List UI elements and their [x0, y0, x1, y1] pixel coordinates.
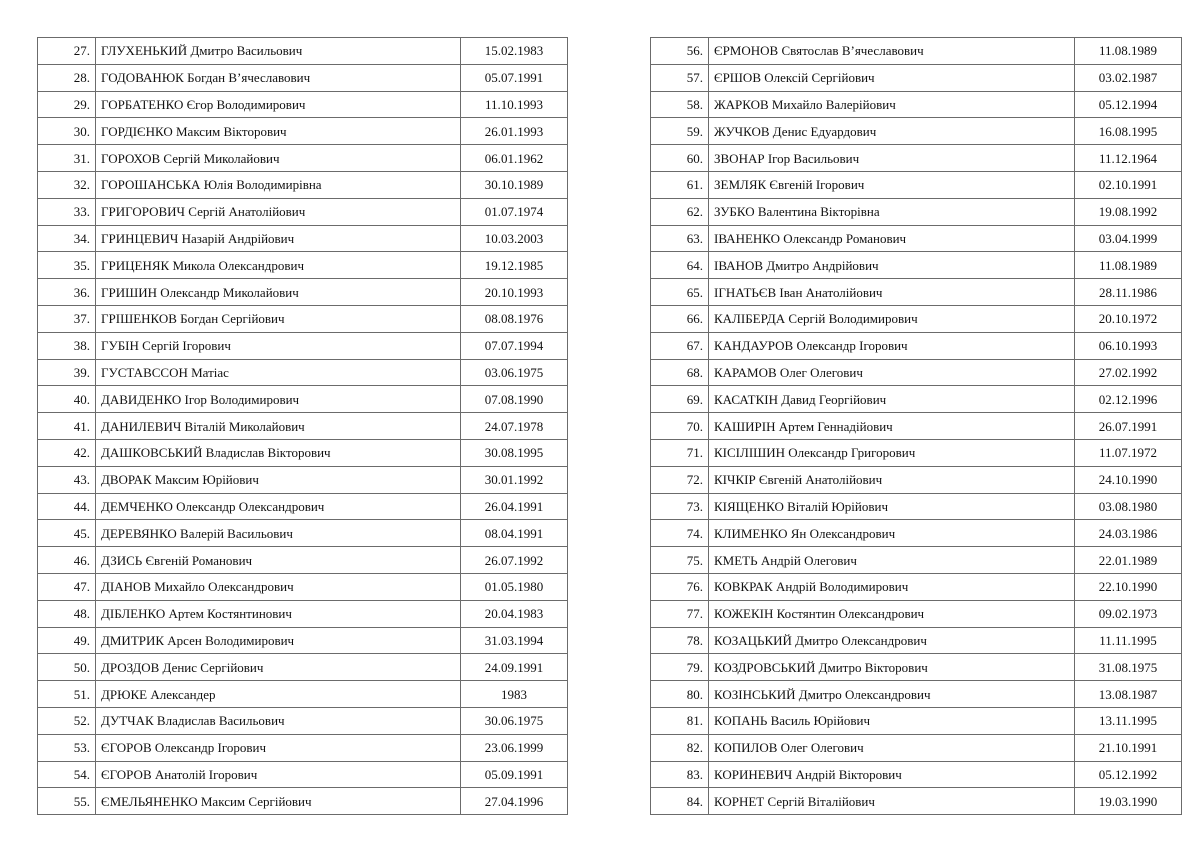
- table-row: [651, 91, 1182, 118]
- row-number: 55.: [38, 788, 96, 815]
- birth-date: 27.02.1992: [1075, 359, 1182, 386]
- table-row: [651, 466, 1182, 493]
- table-row: [651, 681, 1182, 708]
- table-row: [651, 707, 1182, 734]
- table-row: [651, 252, 1182, 279]
- person-name: ІВАНЕНКО Олександр Романович: [709, 225, 1075, 252]
- person-name: КАСАТКІН Давид Георгійович: [709, 386, 1075, 413]
- birth-date: 05.12.1992: [1075, 761, 1182, 788]
- person-name: ЄМЕЛЬЯНЕНКО Максим Сергійович: [96, 788, 461, 815]
- birth-date: 20.04.1983: [461, 600, 568, 627]
- birth-date: 02.10.1991: [1075, 171, 1182, 198]
- person-name: КАШИРІН Артем Геннадійович: [709, 413, 1075, 440]
- person-name: КОРНЕТ Сергій Віталійович: [709, 788, 1075, 815]
- row-number: 46.: [38, 547, 96, 574]
- table-row: [38, 600, 568, 627]
- table-row: [38, 38, 568, 65]
- person-name: ГОРОШАНСЬКА Юлія Володимирівна: [96, 171, 461, 198]
- birth-date: 13.11.1995: [1075, 707, 1182, 734]
- row-number: 54.: [38, 761, 96, 788]
- person-name: ДІБЛЕНКО Артем Костянтинович: [96, 600, 461, 627]
- table-row: [651, 547, 1182, 574]
- birth-date: 30.01.1992: [461, 466, 568, 493]
- birth-date: 02.12.1996: [1075, 386, 1182, 413]
- row-number: 81.: [651, 707, 709, 734]
- person-name: ЗЕМЛЯК Євгеній Ігорович: [709, 171, 1075, 198]
- roster-table-left-body: [38, 38, 568, 815]
- row-number: 74.: [651, 520, 709, 547]
- person-name: ГУСТАВССОН Матіас: [96, 359, 461, 386]
- birth-date: 30.10.1989: [461, 171, 568, 198]
- person-name: ДАНИЛЕВИЧ Віталій Миколайович: [96, 413, 461, 440]
- table-row: [651, 600, 1182, 627]
- person-name: КІЧКІР Євгеній Анатолійович: [709, 466, 1075, 493]
- table-row: [38, 466, 568, 493]
- row-number: 29.: [38, 91, 96, 118]
- row-number: 41.: [38, 413, 96, 440]
- table-row: [38, 386, 568, 413]
- birth-date: 26.01.1993: [461, 118, 568, 145]
- row-number: 79.: [651, 654, 709, 681]
- table-row: [38, 734, 568, 761]
- birth-date: 31.03.1994: [461, 627, 568, 654]
- table-row: [38, 493, 568, 520]
- person-name: КІСІЛІШИН Олександр Григорович: [709, 439, 1075, 466]
- row-number: 50.: [38, 654, 96, 681]
- row-number: 49.: [38, 627, 96, 654]
- table-row: [38, 252, 568, 279]
- person-name: ЄГОРОВ Анатолій Ігорович: [96, 761, 461, 788]
- birth-date: 24.03.1986: [1075, 520, 1182, 547]
- birth-date: 01.07.1974: [461, 198, 568, 225]
- table-row: [38, 707, 568, 734]
- person-name: КАЛІБЕРДА Сергій Володимирович: [709, 305, 1075, 332]
- birth-date: 10.03.2003: [461, 225, 568, 252]
- roster-table-right: [650, 37, 1182, 815]
- row-number: 43.: [38, 466, 96, 493]
- table-row: [38, 305, 568, 332]
- row-number: 59.: [651, 118, 709, 145]
- table-row: [38, 171, 568, 198]
- person-name: КЛИМЕНКО Ян Олександрович: [709, 520, 1075, 547]
- birth-date: 28.11.1986: [1075, 279, 1182, 306]
- table-row: [651, 305, 1182, 332]
- table-row: [38, 359, 568, 386]
- person-name: КОЗІНСЬКИЙ Дмитро Олександрович: [709, 681, 1075, 708]
- row-number: 61.: [651, 171, 709, 198]
- row-number: 77.: [651, 600, 709, 627]
- birth-date: 13.08.1987: [1075, 681, 1182, 708]
- birth-date: 27.04.1996: [461, 788, 568, 815]
- birth-date: 05.12.1994: [1075, 91, 1182, 118]
- row-number: 65.: [651, 279, 709, 306]
- row-number: 47.: [38, 573, 96, 600]
- row-number: 34.: [38, 225, 96, 252]
- person-name: КОЖЕКІН Костянтин Олександрович: [709, 600, 1075, 627]
- person-name: ГОРБАТЕНКО Єгор Володимирович: [96, 91, 461, 118]
- birth-date: 03.08.1980: [1075, 493, 1182, 520]
- person-name: ДАВИДЕНКО Ігор Володимирович: [96, 386, 461, 413]
- table-row: [651, 386, 1182, 413]
- row-number: 64.: [651, 252, 709, 279]
- person-name: ЗВОНАР Ігор Васильович: [709, 145, 1075, 172]
- birth-date: 30.06.1975: [461, 707, 568, 734]
- row-number: 73.: [651, 493, 709, 520]
- table-row: [651, 118, 1182, 145]
- birth-date: 24.07.1978: [461, 413, 568, 440]
- row-number: 82.: [651, 734, 709, 761]
- table-row: [38, 439, 568, 466]
- table-row: [651, 279, 1182, 306]
- table-row: [38, 279, 568, 306]
- row-number: 63.: [651, 225, 709, 252]
- table-row: [651, 788, 1182, 815]
- table-row: [38, 145, 568, 172]
- person-name: ЄРМОНОВ Святослав В’ячеславович: [709, 38, 1075, 65]
- row-number: 71.: [651, 439, 709, 466]
- person-name: ДЕМЧЕНКО Олександр Олександрович: [96, 493, 461, 520]
- birth-date: 11.10.1993: [461, 91, 568, 118]
- table-row: [651, 413, 1182, 440]
- birth-date: 08.08.1976: [461, 305, 568, 332]
- roster-table-left: [37, 37, 568, 815]
- person-name: ГРИШИН Олександр Миколайович: [96, 279, 461, 306]
- birth-date: 19.03.1990: [1075, 788, 1182, 815]
- person-name: ГРИГОРОВИЧ Сергій Анатолійович: [96, 198, 461, 225]
- table-row: [651, 198, 1182, 225]
- row-number: 53.: [38, 734, 96, 761]
- row-number: 27.: [38, 38, 96, 65]
- row-number: 66.: [651, 305, 709, 332]
- table-row: [38, 118, 568, 145]
- birth-date: 11.08.1989: [1075, 38, 1182, 65]
- person-name: ГОРОХОВ Сергій Миколайович: [96, 145, 461, 172]
- person-name: КОЗАЦЬКИЙ Дмитро Олександрович: [709, 627, 1075, 654]
- table-row: [38, 788, 568, 815]
- birth-date: 16.08.1995: [1075, 118, 1182, 145]
- person-name: ДВОРАК Максим Юрійович: [96, 466, 461, 493]
- birth-date: 08.04.1991: [461, 520, 568, 547]
- row-number: 80.: [651, 681, 709, 708]
- person-name: ДЗИСЬ Євгеній Романович: [96, 547, 461, 574]
- birth-date: 24.10.1990: [1075, 466, 1182, 493]
- row-number: 67.: [651, 332, 709, 359]
- row-number: 60.: [651, 145, 709, 172]
- row-number: 84.: [651, 788, 709, 815]
- birth-date: 22.10.1990: [1075, 573, 1182, 600]
- row-number: 35.: [38, 252, 96, 279]
- birth-date: 11.08.1989: [1075, 252, 1182, 279]
- birth-date: 03.04.1999: [1075, 225, 1182, 252]
- birth-date: 09.02.1973: [1075, 600, 1182, 627]
- row-number: 32.: [38, 171, 96, 198]
- birth-date: 11.07.1972: [1075, 439, 1182, 466]
- person-name: ГЛУХЕНЬКИЙ Дмитро Васильович: [96, 38, 461, 65]
- row-number: 40.: [38, 386, 96, 413]
- birth-date: 24.09.1991: [461, 654, 568, 681]
- table-row: [651, 734, 1182, 761]
- birth-date: 26.07.1991: [1075, 413, 1182, 440]
- person-name: ДРОЗДОВ Денис Сергійович: [96, 654, 461, 681]
- person-name: КОВКРАК Андрій Володимирович: [709, 573, 1075, 600]
- table-row: [38, 198, 568, 225]
- table-row: [651, 761, 1182, 788]
- row-number: 39.: [38, 359, 96, 386]
- person-name: ГУБІН Сергій Ігорович: [96, 332, 461, 359]
- person-name: ГРІШЕНКОВ Богдан Сергійович: [96, 305, 461, 332]
- person-name: ДЕРЕВЯНКО Валерій Васильович: [96, 520, 461, 547]
- birth-date: 20.10.1993: [461, 279, 568, 306]
- row-number: 83.: [651, 761, 709, 788]
- person-name: КОПАНЬ Василь Юрійович: [709, 707, 1075, 734]
- row-number: 58.: [651, 91, 709, 118]
- birth-date: 23.06.1999: [461, 734, 568, 761]
- table-row: [38, 547, 568, 574]
- person-name: ІГНАТЬЄВ Іван Анатолійович: [709, 279, 1075, 306]
- row-number: 52.: [38, 707, 96, 734]
- row-number: 70.: [651, 413, 709, 440]
- person-name: ЗУБКО Валентина Вікторівна: [709, 198, 1075, 225]
- table-row: [651, 520, 1182, 547]
- birth-date: 15.02.1983: [461, 38, 568, 65]
- person-name: ДРЮКЕ Александер: [96, 681, 461, 708]
- row-number: 31.: [38, 145, 96, 172]
- birth-date: 31.08.1975: [1075, 654, 1182, 681]
- table-row: [651, 493, 1182, 520]
- row-number: 45.: [38, 520, 96, 547]
- table-row: [651, 359, 1182, 386]
- table-row: [38, 573, 568, 600]
- row-number: 28.: [38, 64, 96, 91]
- row-number: 56.: [651, 38, 709, 65]
- birth-date: 11.11.1995: [1075, 627, 1182, 654]
- table-row: [651, 171, 1182, 198]
- row-number: 75.: [651, 547, 709, 574]
- birth-date: 20.10.1972: [1075, 305, 1182, 332]
- birth-date: 19.12.1985: [461, 252, 568, 279]
- person-name: ГРИЦЕНЯК Микола Олександрович: [96, 252, 461, 279]
- person-name: КМЕТЬ Андрій Олегович: [709, 547, 1075, 574]
- table-row: [38, 520, 568, 547]
- roster-table-right-body: [651, 38, 1182, 815]
- person-name: ІВАНОВ Дмитро Андрійович: [709, 252, 1075, 279]
- table-row: [38, 627, 568, 654]
- person-name: ЖУЧКОВ Денис Едуардович: [709, 118, 1075, 145]
- row-number: 38.: [38, 332, 96, 359]
- table-row: [651, 654, 1182, 681]
- table-row: [651, 145, 1182, 172]
- table-row: [651, 627, 1182, 654]
- birth-date: 22.01.1989: [1075, 547, 1182, 574]
- person-name: КАНДАУРОВ Олександр Ігорович: [709, 332, 1075, 359]
- birth-date: 05.07.1991: [461, 64, 568, 91]
- birth-date: 03.06.1975: [461, 359, 568, 386]
- row-number: 33.: [38, 198, 96, 225]
- table-row: [651, 573, 1182, 600]
- table-row: [651, 439, 1182, 466]
- table-row: [38, 761, 568, 788]
- person-name: КІЯЩЕНКО Віталій Юрійович: [709, 493, 1075, 520]
- row-number: 51.: [38, 681, 96, 708]
- row-number: 44.: [38, 493, 96, 520]
- birth-date: 06.01.1962: [461, 145, 568, 172]
- person-name: ГРИНЦЕВИЧ Назарій Андрійович: [96, 225, 461, 252]
- row-number: 57.: [651, 64, 709, 91]
- person-name: ЄРШОВ Олексій Сергійович: [709, 64, 1075, 91]
- table-row: [38, 654, 568, 681]
- table-row: [38, 332, 568, 359]
- person-name: КОРИНЕВИЧ Андрій Вікторович: [709, 761, 1075, 788]
- person-name: ДУТЧАК Владислав Васильович: [96, 707, 461, 734]
- row-number: 78.: [651, 627, 709, 654]
- table-row: [651, 64, 1182, 91]
- row-number: 62.: [651, 198, 709, 225]
- table-row: [38, 681, 568, 708]
- row-number: 68.: [651, 359, 709, 386]
- birth-date: 03.02.1987: [1075, 64, 1182, 91]
- table-row: [651, 38, 1182, 65]
- row-number: 76.: [651, 573, 709, 600]
- table-row: [38, 64, 568, 91]
- birth-date: 01.05.1980: [461, 573, 568, 600]
- person-name: КОПИЛОВ Олег Олегович: [709, 734, 1075, 761]
- person-name: ДАШКОВСЬКИЙ Владислав Вікторович: [96, 439, 461, 466]
- person-name: ГОРДІЄНКО Максим Вікторович: [96, 118, 461, 145]
- row-number: 42.: [38, 439, 96, 466]
- person-name: ЄГОРОВ Олександр Ігорович: [96, 734, 461, 761]
- birth-date: 07.07.1994: [461, 332, 568, 359]
- birth-date: 11.12.1964: [1075, 145, 1182, 172]
- row-number: 36.: [38, 279, 96, 306]
- person-name: КАРАМОВ Олег Олегович: [709, 359, 1075, 386]
- birth-date: 26.07.1992: [461, 547, 568, 574]
- table-row: [38, 91, 568, 118]
- row-number: 37.: [38, 305, 96, 332]
- table-row: [38, 225, 568, 252]
- birth-date: 1983: [461, 681, 568, 708]
- person-name: КОЗДРОВСЬКИЙ Дмитро Вікторович: [709, 654, 1075, 681]
- birth-date: 05.09.1991: [461, 761, 568, 788]
- person-name: ДІАНОВ Михайло Олександрович: [96, 573, 461, 600]
- birth-date: 26.04.1991: [461, 493, 568, 520]
- row-number: 72.: [651, 466, 709, 493]
- birth-date: 19.08.1992: [1075, 198, 1182, 225]
- table-row: [651, 332, 1182, 359]
- birth-date: 30.08.1995: [461, 439, 568, 466]
- birth-date: 07.08.1990: [461, 386, 568, 413]
- person-name: ГОДОВАНЮК Богдан В’ячеславович: [96, 64, 461, 91]
- person-name: ДМИТРИК Арсен Володимирович: [96, 627, 461, 654]
- table-row: [651, 225, 1182, 252]
- row-number: 48.: [38, 600, 96, 627]
- row-number: 69.: [651, 386, 709, 413]
- birth-date: 21.10.1991: [1075, 734, 1182, 761]
- birth-date: 06.10.1993: [1075, 332, 1182, 359]
- person-name: ЖАРКОВ Михайло Валерійович: [709, 91, 1075, 118]
- row-number: 30.: [38, 118, 96, 145]
- table-row: [38, 413, 568, 440]
